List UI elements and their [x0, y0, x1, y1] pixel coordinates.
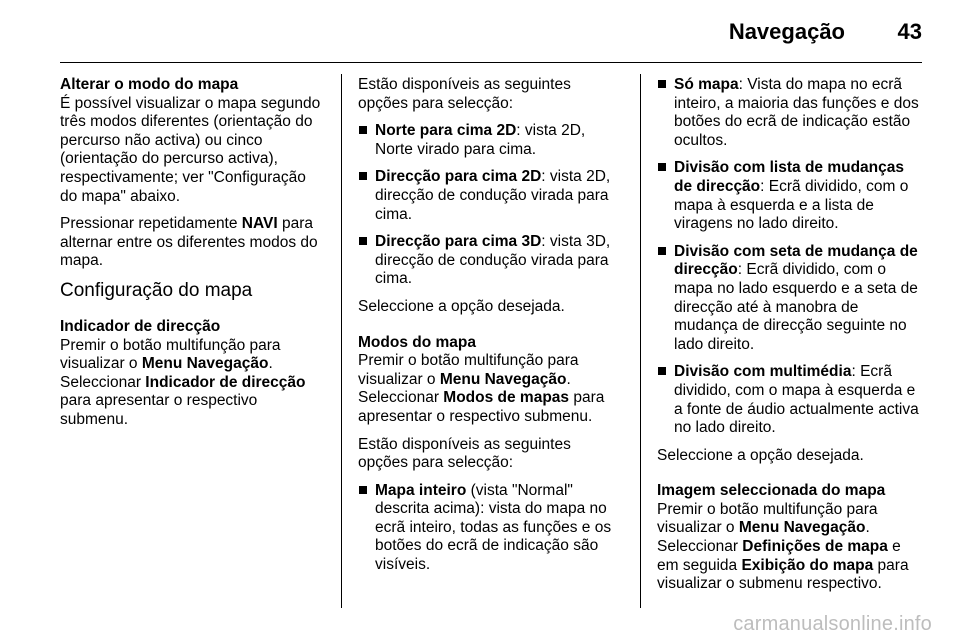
text: . Seleccionar — [60, 355, 273, 391]
menu-label: Definições de mapa — [742, 538, 888, 556]
list-item — [657, 243, 925, 355]
page-title: Navegação — [728, 19, 845, 44]
option-desc: : vista 2D, Norte virado para cima. — [375, 122, 586, 158]
section-title-map-modes: Modos do mapa — [358, 333, 476, 351]
paragraph: Seleccione a opção desejada. — [358, 297, 565, 315]
list-item — [657, 159, 925, 233]
bullet-icon — [359, 172, 367, 180]
option-desc: (vista "Normal" descrita acima): vista do mapa no ecrã inteiro, todas as funções e os botões do ecrã de indicação são visíveis. — [375, 481, 612, 574]
option-name: Divisão com seta de mudança de direcção — [674, 242, 918, 279]
option-desc: : Ecrã dividido, com o mapa à esquerda e a fonte de áudio actualmente activa no lado direito. — [674, 363, 919, 437]
option-list — [358, 122, 624, 289]
text: para visualizar o submenu respectivo. — [657, 556, 909, 593]
bullet-icon — [658, 163, 666, 171]
section-title-direction-indicator: Indicador de direcção — [60, 317, 221, 335]
text: . Seleccionar — [358, 370, 571, 407]
paragraph — [60, 215, 326, 271]
option-list — [657, 76, 925, 438]
paragraph — [358, 352, 624, 426]
column-2 — [358, 76, 624, 584]
option-desc: : Ecrã dividido, com o mapa à esquerda e a lista de viragens no lado direito. — [674, 177, 909, 233]
header-rule — [60, 62, 922, 63]
list-item — [657, 363, 925, 437]
column-3 — [657, 76, 925, 603]
paragraph — [60, 337, 326, 430]
option-name: Divisão com multimédia — [674, 363, 852, 381]
menu-label: Menu Navegação — [738, 519, 866, 537]
text: para apresentar o respectivo submenu. — [60, 392, 258, 428]
paragraph — [657, 501, 925, 594]
menu-label: Exibição do mapa — [741, 556, 874, 574]
bullet-icon — [359, 486, 367, 494]
option-name: Direcção para cima 2D — [375, 168, 542, 186]
list-item — [358, 122, 624, 159]
bullet-icon — [658, 367, 666, 375]
bullet-icon — [658, 247, 666, 255]
list-item — [358, 168, 624, 224]
page-header — [0, 0, 960, 66]
option-name: Direcção para cima 3D — [375, 233, 542, 251]
column-divider — [341, 74, 342, 608]
option-list — [358, 482, 624, 575]
column-1 — [60, 76, 326, 439]
text: para apresentar o respectivo submenu. — [358, 389, 605, 425]
paragraph: Estão disponíveis as seguintes opções para selecção: — [358, 435, 571, 472]
list-item — [358, 482, 624, 575]
text: e em seguida — [657, 538, 901, 574]
text: Premir o botão multifunção para visualizar o — [657, 500, 878, 537]
option-name: Divisão com lista de mudanças de direcção — [674, 159, 905, 195]
text: para alternar entre os diferentes modos do mapa. — [60, 215, 318, 270]
watermark: carmanualsonline.info — [733, 613, 932, 635]
page-number: 43 — [897, 19, 922, 44]
column-divider — [640, 74, 641, 608]
menu-label: Indicador de direcção — [145, 373, 306, 391]
option-desc: : Ecrã dividido, com o mapa no lado esquerdo e a seta de direcção até à manobra de mudança de direcção seguinte no lado direito. — [674, 261, 918, 353]
option-desc: : vista 2D, direcção de condução virada para cima. — [375, 168, 611, 223]
paragraph: Seleccione a opção desejada. — [657, 446, 864, 464]
section-title-map-image: Imagem seleccionada do mapa — [657, 482, 886, 500]
text: . Seleccionar — [657, 519, 870, 556]
bullet-icon — [359, 237, 367, 245]
menu-label: Menu Navegação — [439, 370, 567, 388]
option-desc: : vista 3D, direcção de condução virada para cima. — [375, 233, 611, 288]
list-item — [657, 76, 925, 150]
paragraph: Estão disponíveis as seguintes opções para selecção: — [358, 76, 571, 112]
bullet-icon — [658, 80, 666, 88]
list-item — [358, 233, 624, 289]
text: Premir o botão multifunção para visualizar o — [358, 352, 579, 388]
option-name: Só mapa — [674, 76, 739, 93]
section-title-map-mode: Alterar o modo do mapa — [60, 76, 239, 93]
option-name: Norte para cima 2D — [375, 122, 517, 140]
text: Pressionar repetidamente — [60, 215, 242, 233]
section-heading: Configuração do mapa — [60, 279, 253, 301]
option-name: Mapa inteiro — [375, 481, 467, 499]
key-label-navi: NAVI — [241, 215, 278, 233]
menu-label: Menu Navegação — [141, 355, 269, 373]
text: Premir o botão multifunção para visualizar o — [60, 336, 281, 373]
option-desc: : Vista do mapa no ecrã inteiro, a maioria das funções e dos botões do ecrã de indicação estão ocultos. — [674, 76, 919, 149]
paragraph: É possível visualizar o mapa segundo três modos diferentes (orientação do percurso não activa) ou cinco (orientação do percurso activa), respectivamente; ver "Configuração do mapa" abaixo. — [60, 94, 321, 205]
menu-label: Modos de mapas — [443, 389, 570, 407]
bullet-icon — [359, 126, 367, 134]
